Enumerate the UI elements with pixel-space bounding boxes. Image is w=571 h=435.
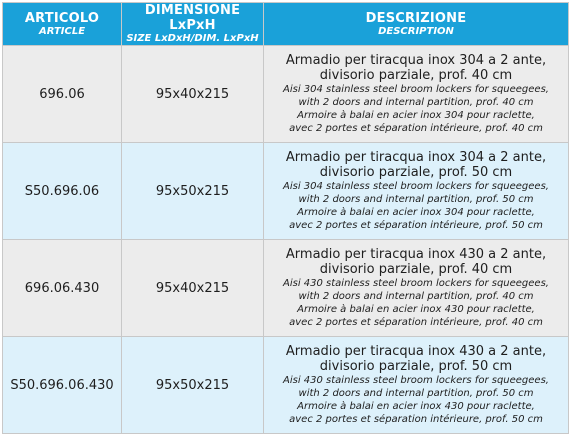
description-cell <box>264 337 569 434</box>
table-row <box>3 337 569 434</box>
description-en-line2: with 2 doors and internal partition, prof. 40 cm <box>298 291 534 302</box>
description-en-line2: with 2 doors and internal partition, prof. 40 cm <box>298 97 534 108</box>
header-description-label: DESCRIZIONE <box>365 10 467 26</box>
table-header-row <box>3 3 569 46</box>
table-row <box>3 240 569 337</box>
description-it-line2: divisorio parziale, prof. 50 cm <box>319 165 513 180</box>
description-en-line1: Aisi 304 stainless steel broom lockers for squeegees, <box>283 181 549 192</box>
header-article <box>3 3 122 46</box>
description-en-line1: Aisi 430 stainless steel broom lockers for squeegees, <box>283 278 549 289</box>
header-dimension-label: DIMENSIONE LxPxH <box>144 3 241 33</box>
header-dimension <box>122 3 264 46</box>
description-fr-line1: Armoire à balai en acier inox 304 pour raclette, <box>297 110 535 121</box>
header-description-sub: DESCRIPTION <box>378 25 454 37</box>
description-fr-line2: avec 2 portes et séparation intérieure, prof. 50 cm <box>289 414 543 425</box>
description-fr-line2: avec 2 portes et séparation intérieure, prof. 40 cm <box>289 123 543 134</box>
header-description <box>264 3 569 46</box>
dimensions: 95x50x215 <box>122 143 264 240</box>
description-cell <box>264 143 569 240</box>
description-en-line2: with 2 doors and internal partition, prof. 50 cm <box>298 388 534 399</box>
description-cell <box>264 46 569 143</box>
article-code: 696.06 <box>3 46 122 143</box>
description-it-line2: divisorio parziale, prof. 50 cm <box>319 359 513 374</box>
description-en-line1: Aisi 430 stainless steel broom lockers for squeegees, <box>283 375 549 386</box>
description-fr-line1: Armoire à balai en acier inox 430 pour raclette, <box>297 304 535 315</box>
article-code: S50.696.06 <box>3 143 122 240</box>
product-table <box>2 2 569 434</box>
description-it-line1: Armadio per tiracqua inox 304 a 2 ante, <box>285 150 547 165</box>
dimensions: 95x50x215 <box>122 337 264 434</box>
description-fr-line1: Armoire à balai en acier inox 430 pour raclette, <box>297 401 535 412</box>
table-row <box>3 46 569 143</box>
description-cell <box>264 240 569 337</box>
description-fr-line2: avec 2 portes et séparation intérieure, prof. 50 cm <box>289 220 543 231</box>
description-en-line1: Aisi 304 stainless steel broom lockers for squeegees, <box>283 84 549 95</box>
description-fr-line2: avec 2 portes et séparation intérieure, prof. 40 cm <box>289 317 543 328</box>
description-it-line1: Armadio per tiracqua inox 430 a 2 ante, <box>285 247 547 262</box>
table-row <box>3 143 569 240</box>
article-code: S50.696.06.430 <box>3 337 122 434</box>
header-article-label: ARTICOLO <box>24 10 100 26</box>
header-article-sub: ARTICLE <box>38 25 86 37</box>
header-dimension-sub: SIZE LxDxH/DIM. LxPxH <box>126 33 259 44</box>
description-it-line1: Armadio per tiracqua inox 304 a 2 ante, <box>285 53 547 68</box>
dimensions: 95x40x215 <box>122 46 264 143</box>
description-en-line2: with 2 doors and internal partition, prof. 50 cm <box>298 194 534 205</box>
article-code: 696.06.430 <box>3 240 122 337</box>
description-it-line2: divisorio parziale, prof. 40 cm <box>319 68 513 83</box>
description-it-line2: divisorio parziale, prof. 40 cm <box>319 262 513 277</box>
dimensions: 95x40x215 <box>122 240 264 337</box>
description-it-line1: Armadio per tiracqua inox 430 a 2 ante, <box>285 344 547 359</box>
description-fr-line1: Armoire à balai en acier inox 304 pour raclette, <box>297 207 535 218</box>
